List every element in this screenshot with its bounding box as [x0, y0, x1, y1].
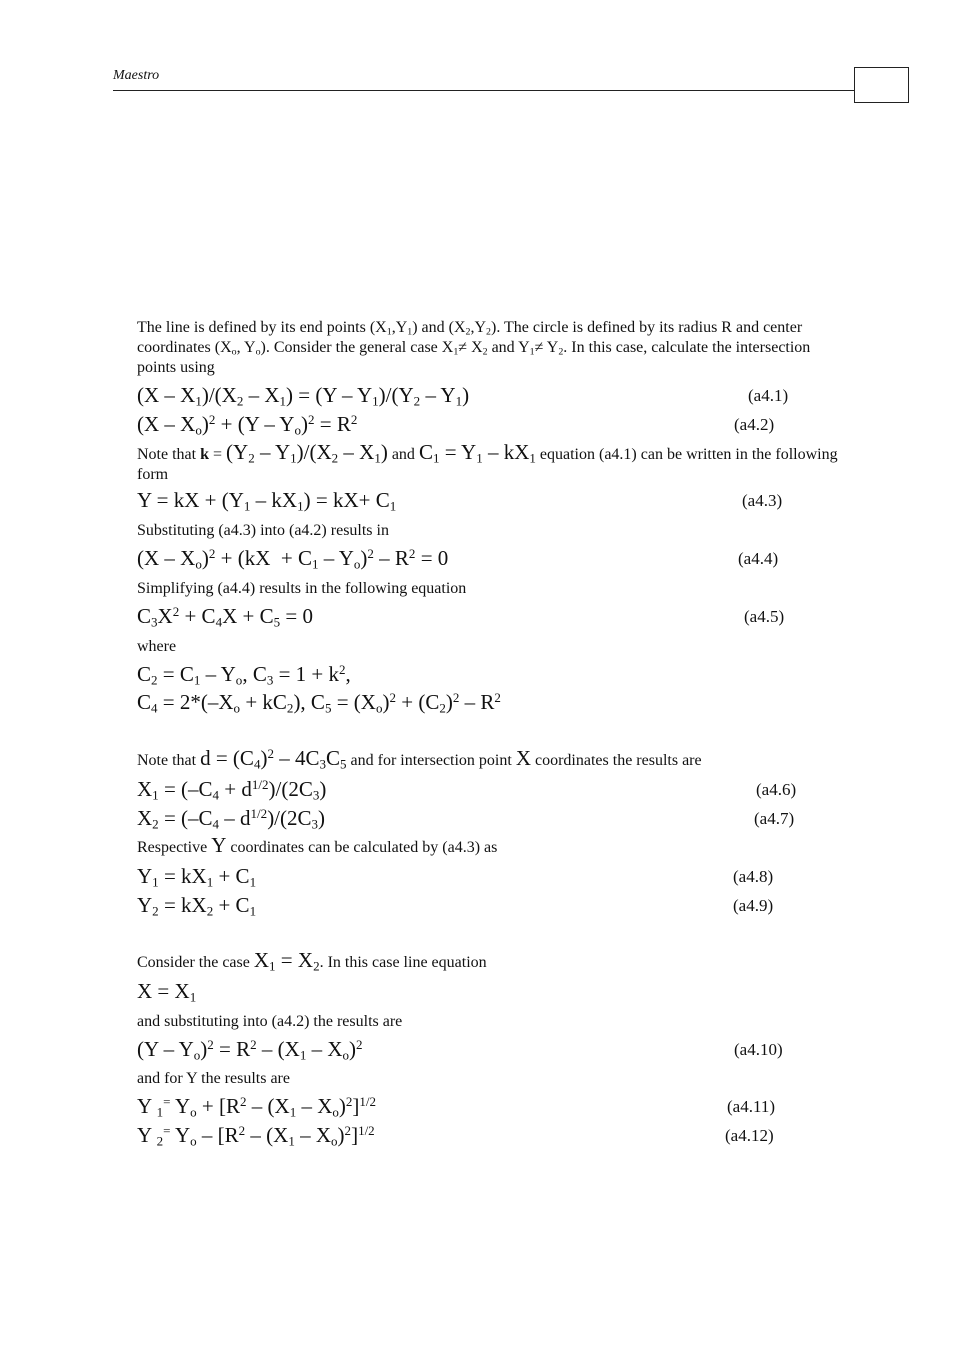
equation-label-a4-10: (a4.10): [734, 1040, 783, 1059]
intro-paragraph: The line is defined by its end points $(X_1,Y_1)$ and $(X_2,Y_2)$. The circle is defined by its radius R and center coordinates ($X_o$, $Y_o$). Consider the general case $X_1\ne X_2$ and $Y_1\ne Y_2$. In this case, calculate the intersection points using: [137, 319, 811, 376]
header-title: Maestro: [113, 68, 160, 83]
equation-label-a4-9: (a4.9): [733, 896, 774, 915]
where-text: where: [137, 638, 177, 655]
simplifying-text: Simplifying (a4.4) results in the following equation: [137, 580, 467, 597]
equation-a4-4: $(X - X_o)^2 + (kX + C_1 - Y_o)^2 - R^2 = 0$: [137, 545, 449, 572]
equation-label-a4-12: (a4.12): [725, 1126, 774, 1145]
equation-label-a4-8: (a4.8): [733, 867, 774, 886]
equation-a4-7: $X_2 = (-C_4 - d^{1/2})/(2C_3)$: [137, 805, 326, 832]
equation-a4-12: Y $_2$= $Y_o - [R^2 - (X_1 - X_o)^2]^{1/2}$: [137, 1122, 375, 1149]
equation-a4-11: Y $_1$= $Y_o + [R^2 - (X_1 - X_o)^2]^{1/2}$: [137, 1093, 377, 1120]
equation-label-a4-3: (a4.3): [742, 491, 783, 510]
respective-text: Respective Y coordinates can be calculated by (a4.3) as: [137, 833, 498, 857]
equation-a4-1: $(X - X_1)/(X_2 - X_1) = (Y - Y_1)/(Y_2 - Y_1)$: [137, 383, 470, 409]
equation-label-a4-6: (a4.6): [756, 780, 797, 799]
equation-a4-2: $(X - X_o)^2 + (Y - Y_o)^2 = R^2$: [137, 411, 358, 438]
equation-label-a4-1: (a4.1): [748, 386, 789, 405]
note-d-text: Note that $d = (C_4)^2 - 4C_3C_5$ and for intersection point X coordinates the results are: [137, 745, 702, 772]
substituting-text: Substituting (a4.3) into (a4.2) results in: [137, 522, 389, 539]
equation-c2-c3: $C_2 = C_1 - Y_o$, $C_3 = 1 + k^2$,: [137, 661, 351, 688]
equation-label-a4-4: (a4.4): [738, 549, 779, 568]
page-header: [113, 68, 854, 91]
equation-c4-c5: $C_4 = 2*(-X_o + kC_2)$, $C_5 = (X_o)^2 + (C_2)^2 - R^2$: [137, 689, 501, 716]
equation-a4-3: Y = kX + $(Y_1 - kX_1) = kX+ C_1$: [137, 488, 397, 514]
note-k-paragraph: Note that $k = (Y_2 - Y_1)/(X_2 - X_1)$ and $C_1 = Y_1 - kX_1$ equation (a4.1) can be written in the following form: [137, 440, 838, 483]
and-substituting-text: and substituting into (a4.2) the results are: [137, 1013, 403, 1030]
equation-x-eq-x1: $X = X_1$: [137, 979, 197, 1005]
equation-label-a4-11: (a4.11): [727, 1097, 775, 1116]
equation-a4-8: $Y_1 = kX_1 + C_1$: [137, 864, 257, 890]
equation-a4-5: $C_3X^2 + C_4X + C_5 = 0$: [137, 603, 313, 630]
equation-label-a4-7: (a4.7): [754, 809, 795, 828]
equation-a4-10: $(Y - Y_o)^2 = R^2 - (X_1 - X_o)^2$: [137, 1036, 363, 1063]
page-number-box: [854, 67, 909, 103]
equation-label-a4-5: (a4.5): [744, 607, 785, 626]
equation-a4-9: $Y_2 = kX_2 + C_1$: [137, 893, 257, 919]
and-for-y-text: and for Y the results are: [137, 1070, 290, 1087]
equation-label-a4-2: (a4.2): [734, 415, 775, 434]
equation-a4-6: $X_1 = (-C_4 + d^{1/2})/(2C_3)$: [137, 776, 327, 803]
consider-text: Consider the case $X_1 = X_2$. In this case line equation: [137, 948, 487, 974]
